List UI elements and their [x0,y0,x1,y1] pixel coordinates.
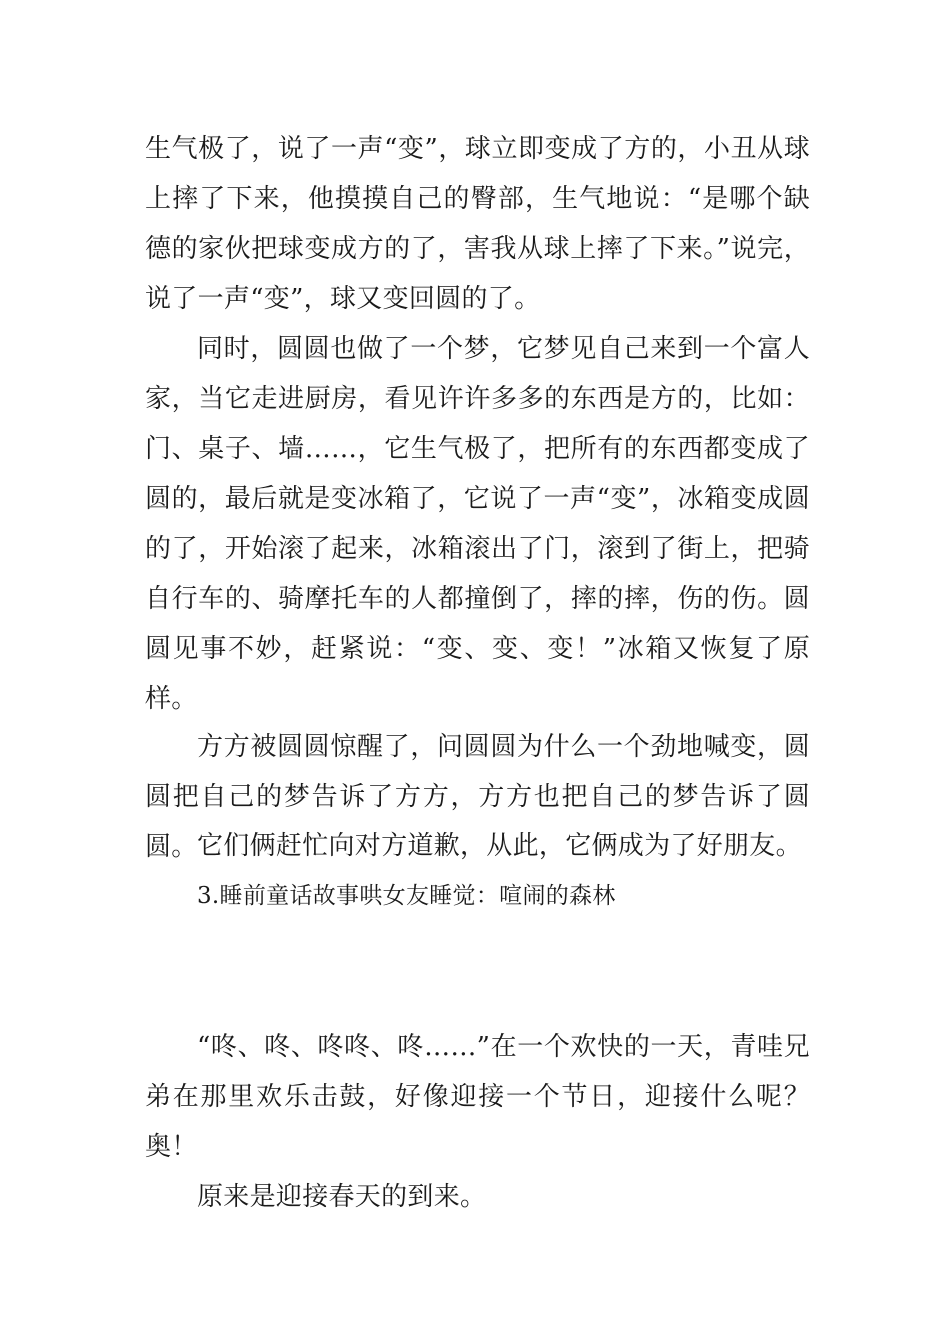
paragraph-frog-drums: “咚、咚、咚咚、咚……”在一个欢快的一天，青哇兄弟在那里欢乐击鼓，好像迎接一个节日，迎接什么呢？奥！ [145,1032,810,1162]
paragraph-clown-falls: 生气极了，说了一声“变”，球立即变成了方的，小丑从球上摔了下来，他摸摸自己的臀部，生气地说：“是哪个缺德的家伙把球变成方的了，害我从球上摔了下来。”说完，说了一声“变”，球又变回圆的了。 [145,134,810,314]
paragraph-become-friends: 它们俩赶忙向对方道歉，从此，它俩成为了好朋友。 [197,831,802,861]
paragraph-yuanyuan-dream: 同时，圆圆也做了一个梦，它梦见自己来到一个富人家，当它走进厨房，看见许许多多的东西是方的，比如：门、桌子、墙……，它生气极了，把所有的东西都变成了圆的，最后就是变冰箱了，它说了一声“变”，冰箱变成圆的了，开始滚了起来，冰箱滚出了门，滚到了街上，把骑自行车的、骑摩托车的人都撞倒了，摔的摔，伤的伤。圆圆见事不妙，赶紧说：“变、变、变！”冰箱又恢复了原样。 [145,334,810,714]
paragraph-fangfang-wakes: 方方被圆圆惊醒了，问圆圆为什么一个劲地喊变，圆圆把自己的梦告诉了方方，方方也把自己的梦告诉了圆圆。 [145,732,810,862]
section-heading: 3.睡前童话故事哄女友睡觉：喧闹的森林 [197,883,616,909]
paragraph-spring-arrives: 原来是迎接春天的到来。 [197,1182,487,1212]
